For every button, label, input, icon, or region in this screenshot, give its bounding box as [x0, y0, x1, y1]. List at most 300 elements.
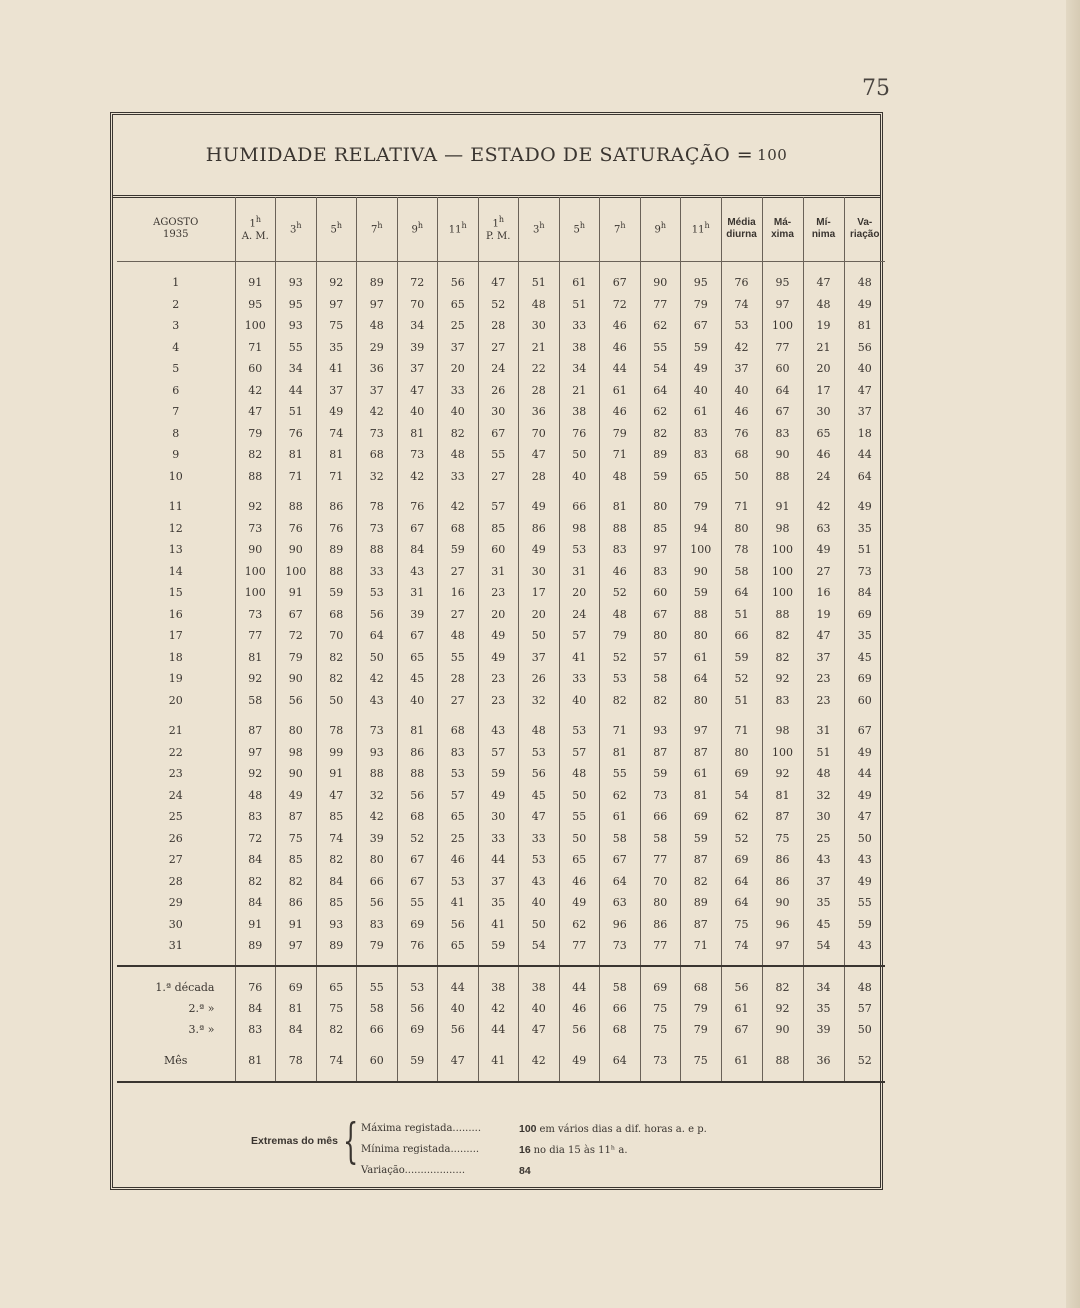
- value-cell: 45: [844, 647, 885, 669]
- value-cell: 52: [721, 668, 762, 690]
- value-cell: 74: [721, 294, 762, 316]
- value-cell: 93: [316, 914, 357, 936]
- value-cell: 79: [681, 1019, 722, 1040]
- value-cell: 81: [235, 1050, 276, 1071]
- value-cell: 62: [721, 806, 762, 828]
- value-cell: 85: [276, 849, 317, 871]
- value-cell: 53: [357, 582, 398, 604]
- value-cell: 97: [640, 539, 681, 561]
- value-cell: 56: [397, 785, 438, 807]
- value-cell: 86: [316, 496, 357, 518]
- value-cell: 64: [681, 668, 722, 690]
- value-cell: 55: [640, 337, 681, 359]
- row-label: 14: [168, 564, 183, 578]
- value-cell: 52: [600, 582, 641, 604]
- value-cell: 95: [681, 272, 722, 294]
- value-cell: 64: [721, 582, 762, 604]
- value-cell: 56: [357, 604, 398, 626]
- value-cell: 58: [600, 977, 641, 998]
- value-cell: 30: [803, 401, 844, 423]
- spacer-row: [117, 262, 885, 273]
- value-cell: 83: [438, 742, 479, 764]
- saturation-value: 100: [757, 146, 788, 164]
- value-cell: 83: [681, 423, 722, 445]
- value-cell: 31: [559, 561, 600, 583]
- value-cell: 36: [357, 358, 398, 380]
- row-label: 1.ª década: [155, 980, 215, 994]
- row-label: 2: [172, 297, 180, 311]
- value-cell: 58: [357, 998, 398, 1019]
- value-cell: 65: [438, 294, 479, 316]
- value-cell: 49: [844, 294, 885, 316]
- value-cell: 81: [316, 444, 357, 466]
- value-cell: 50: [559, 444, 600, 466]
- value-cell: 61: [681, 763, 722, 785]
- value-cell: 82: [762, 977, 803, 998]
- value-cell: 64: [762, 380, 803, 402]
- value-cell: 43: [844, 849, 885, 871]
- value-cell: 21: [519, 337, 560, 359]
- day-row: [117, 720, 885, 742]
- value-cell: 100: [762, 742, 803, 764]
- value-cell: 88: [600, 518, 641, 540]
- extreme-min-label: Mínima registada.........: [361, 1144, 480, 1155]
- value-cell: 73: [235, 518, 276, 540]
- value-cell: 25: [803, 828, 844, 850]
- value-cell: 31: [478, 561, 519, 583]
- value-cell: 95: [762, 272, 803, 294]
- value-cell: 69: [397, 1019, 438, 1040]
- value-cell: 90: [762, 892, 803, 914]
- value-cell: 27: [438, 690, 479, 712]
- value-cell: 36: [803, 1050, 844, 1071]
- decade-row: [117, 998, 885, 1019]
- value-cell: 34: [276, 358, 317, 380]
- month-row: [117, 1050, 885, 1071]
- value-cell: 34: [803, 977, 844, 998]
- value-cell: 71: [316, 466, 357, 488]
- value-cell: 90: [276, 668, 317, 690]
- value-cell: 48: [803, 294, 844, 316]
- value-cell: 82: [316, 668, 357, 690]
- value-cell: 56: [519, 763, 560, 785]
- value-cell: 69: [721, 849, 762, 871]
- extreme-var-label: Variação...................: [361, 1165, 466, 1176]
- value-cell: 81: [276, 444, 317, 466]
- value-cell: 48: [357, 315, 398, 337]
- value-cell: 50: [844, 828, 885, 850]
- value-cell: 69: [721, 763, 762, 785]
- value-cell: 80: [640, 892, 681, 914]
- row-label: 18: [168, 650, 183, 664]
- day-row: [117, 849, 885, 871]
- value-cell: 50: [316, 690, 357, 712]
- value-cell: 51: [519, 272, 560, 294]
- value-cell: 40: [519, 998, 560, 1019]
- value-cell: 70: [397, 294, 438, 316]
- value-cell: 67: [844, 720, 885, 742]
- extreme-min-note: no dia 15 às 11ʰ a.: [533, 1145, 628, 1156]
- value-cell: 92: [316, 272, 357, 294]
- value-cell: 76: [721, 272, 762, 294]
- value-cell: 71: [721, 720, 762, 742]
- value-cell: 38: [478, 977, 519, 998]
- value-cell: 65: [559, 849, 600, 871]
- value-cell: 23: [803, 690, 844, 712]
- value-cell: 75: [316, 998, 357, 1019]
- value-cell: 55: [559, 806, 600, 828]
- value-cell: 67: [397, 871, 438, 893]
- value-cell: 85: [478, 518, 519, 540]
- value-cell: 74: [316, 828, 357, 850]
- value-cell: 84: [276, 1019, 317, 1040]
- value-cell: 64: [640, 380, 681, 402]
- row-label: 28: [168, 874, 183, 888]
- value-cell: 43: [357, 690, 398, 712]
- value-cell: 24: [559, 604, 600, 626]
- value-cell: 40: [438, 998, 479, 1019]
- row-label: 25: [168, 810, 183, 824]
- value-cell: 22: [519, 358, 560, 380]
- value-cell: 86: [276, 892, 317, 914]
- table-title: HUMIDADE RELATIVA — ESTADO DE SATURAÇÃO =: [205, 144, 754, 166]
- value-cell: 59: [640, 763, 681, 785]
- value-cell: 47: [438, 1050, 479, 1071]
- spacer-row: [117, 487, 885, 496]
- value-cell: 68: [721, 444, 762, 466]
- value-cell: 67: [397, 849, 438, 871]
- value-cell: 73: [357, 423, 398, 445]
- value-cell: 59: [844, 914, 885, 936]
- month-label: AGOSTO: [153, 217, 199, 228]
- day-row: [117, 380, 885, 402]
- value-cell: 47: [316, 785, 357, 807]
- value-cell: 88: [316, 561, 357, 583]
- day-row: [117, 358, 885, 380]
- value-cell: 33: [559, 315, 600, 337]
- value-cell: 88: [357, 763, 398, 785]
- value-cell: 50: [844, 1019, 885, 1040]
- value-cell: 38: [559, 337, 600, 359]
- value-cell: 49: [844, 785, 885, 807]
- row-label: Mês: [164, 1053, 188, 1067]
- value-cell: 77: [235, 625, 276, 647]
- value-cell: 49: [478, 625, 519, 647]
- hour-header: 11$^h$: [681, 197, 722, 262]
- value-cell: 88: [762, 466, 803, 488]
- value-cell: 52: [478, 294, 519, 316]
- value-cell: 50: [357, 647, 398, 669]
- value-cell: 41: [316, 358, 357, 380]
- value-cell: 53: [519, 849, 560, 871]
- value-cell: 41: [478, 914, 519, 936]
- value-cell: 95: [276, 294, 317, 316]
- value-cell: 66: [357, 871, 398, 893]
- value-cell: 46: [559, 871, 600, 893]
- value-cell: 27: [803, 561, 844, 583]
- value-cell: 76: [316, 518, 357, 540]
- value-cell: 46: [438, 849, 479, 871]
- value-cell: 41: [478, 1050, 519, 1071]
- value-cell: 20: [803, 358, 844, 380]
- value-cell: 86: [762, 849, 803, 871]
- value-cell: 51: [559, 294, 600, 316]
- value-cell: 54: [640, 358, 681, 380]
- value-cell: 77: [559, 935, 600, 957]
- value-cell: 67: [721, 1019, 762, 1040]
- value-cell: 44: [559, 977, 600, 998]
- value-cell: 57: [559, 625, 600, 647]
- value-cell: 62: [600, 785, 641, 807]
- value-cell: 81: [397, 423, 438, 445]
- value-cell: 68: [438, 720, 479, 742]
- value-cell: 16: [438, 582, 479, 604]
- value-cell: 59: [438, 539, 479, 561]
- value-cell: 65: [316, 977, 357, 998]
- value-cell: 26: [519, 668, 560, 690]
- value-cell: 35: [844, 518, 885, 540]
- value-cell: 31: [803, 720, 844, 742]
- value-cell: 48: [803, 763, 844, 785]
- extreme-var-value: 84: [519, 1165, 531, 1177]
- value-cell: 40: [559, 466, 600, 488]
- value-cell: 88: [762, 1050, 803, 1071]
- value-cell: 16: [803, 582, 844, 604]
- value-cell: 59: [397, 1050, 438, 1071]
- value-cell: 88: [235, 466, 276, 488]
- value-cell: 81: [844, 315, 885, 337]
- value-cell: 52: [397, 828, 438, 850]
- value-cell: 49: [844, 742, 885, 764]
- day-row: [117, 668, 885, 690]
- row-label: 29: [168, 896, 183, 910]
- value-cell: 67: [681, 315, 722, 337]
- value-cell: 73: [397, 444, 438, 466]
- extreme-min-line: [361, 1144, 628, 1162]
- value-cell: 46: [600, 401, 641, 423]
- value-cell: 39: [397, 337, 438, 359]
- value-cell: 73: [235, 604, 276, 626]
- value-cell: 90: [762, 444, 803, 466]
- value-cell: 79: [600, 625, 641, 647]
- value-cell: 30: [519, 315, 560, 337]
- value-cell: 18: [844, 423, 885, 445]
- value-cell: 63: [803, 518, 844, 540]
- value-cell: 57: [438, 785, 479, 807]
- value-cell: 84: [844, 582, 885, 604]
- value-cell: 17: [803, 380, 844, 402]
- value-cell: 65: [438, 935, 479, 957]
- value-cell: 82: [316, 849, 357, 871]
- day-row: [117, 871, 885, 893]
- value-cell: 89: [235, 935, 276, 957]
- value-cell: 72: [235, 828, 276, 850]
- value-cell: 49: [478, 785, 519, 807]
- spacer-row: [117, 1071, 885, 1082]
- value-cell: 97: [762, 294, 803, 316]
- row-label: 26: [168, 831, 183, 845]
- value-cell: 40: [519, 892, 560, 914]
- value-cell: 42: [235, 380, 276, 402]
- day-row: [117, 828, 885, 850]
- value-cell: 64: [357, 625, 398, 647]
- value-cell: 61: [600, 380, 641, 402]
- value-cell: 45: [397, 668, 438, 690]
- value-cell: 83: [640, 561, 681, 583]
- value-cell: 88: [762, 604, 803, 626]
- value-cell: 67: [600, 849, 641, 871]
- value-cell: 41: [438, 892, 479, 914]
- value-cell: 90: [681, 561, 722, 583]
- header-row: [117, 197, 885, 262]
- value-cell: 59: [681, 828, 722, 850]
- hour-header: 9$^h$: [640, 197, 681, 262]
- value-cell: 75: [721, 914, 762, 936]
- year-label: 1935: [163, 229, 189, 240]
- value-cell: 60: [478, 539, 519, 561]
- value-cell: 79: [681, 998, 722, 1019]
- value-cell: 84: [235, 998, 276, 1019]
- spacer-row: [117, 957, 885, 966]
- value-cell: 42: [357, 401, 398, 423]
- value-cell: 66: [357, 1019, 398, 1040]
- value-cell: 79: [681, 294, 722, 316]
- value-cell: 83: [762, 690, 803, 712]
- value-cell: 43: [397, 561, 438, 583]
- row-label: 2.ª »: [188, 1001, 215, 1015]
- month-extremes: [117, 1105, 879, 1183]
- value-cell: 37: [357, 380, 398, 402]
- value-cell: 70: [519, 423, 560, 445]
- value-cell: 66: [559, 496, 600, 518]
- value-cell: 86: [640, 914, 681, 936]
- value-cell: 49: [559, 892, 600, 914]
- value-cell: 23: [478, 582, 519, 604]
- value-cell: 82: [600, 690, 641, 712]
- value-cell: 37: [721, 358, 762, 380]
- value-cell: 55: [397, 892, 438, 914]
- value-cell: 42: [803, 496, 844, 518]
- value-cell: 40: [559, 690, 600, 712]
- value-cell: 46: [721, 401, 762, 423]
- value-cell: 48: [600, 604, 641, 626]
- row-label: 1: [172, 276, 180, 290]
- extremes-label: Extremas do mês: [251, 1135, 338, 1147]
- value-cell: 71: [235, 337, 276, 359]
- value-cell: 53: [519, 742, 560, 764]
- value-cell: 63: [600, 892, 641, 914]
- value-cell: 80: [357, 849, 398, 871]
- row-label: 17: [168, 629, 183, 643]
- row-label: 12: [168, 521, 183, 535]
- value-cell: 98: [276, 742, 317, 764]
- value-cell: 97: [235, 742, 276, 764]
- value-cell: 59: [478, 763, 519, 785]
- value-cell: 60: [357, 1050, 398, 1071]
- value-cell: 29: [357, 337, 398, 359]
- value-cell: 23: [478, 668, 519, 690]
- value-cell: 48: [844, 272, 885, 294]
- value-cell: 91: [235, 914, 276, 936]
- value-cell: 82: [438, 423, 479, 445]
- value-cell: 100: [235, 582, 276, 604]
- value-cell: 85: [316, 806, 357, 828]
- value-cell: 67: [762, 401, 803, 423]
- value-cell: 68: [681, 977, 722, 998]
- value-cell: 82: [681, 871, 722, 893]
- value-cell: 48: [844, 977, 885, 998]
- row-label: 7: [172, 405, 180, 419]
- day-row: [117, 466, 885, 488]
- value-cell: 58: [640, 668, 681, 690]
- row-label: 13: [168, 543, 183, 557]
- value-cell: 76: [235, 977, 276, 998]
- value-cell: 86: [519, 518, 560, 540]
- value-cell: 23: [478, 690, 519, 712]
- value-cell: 47: [519, 444, 560, 466]
- value-cell: 66: [721, 625, 762, 647]
- value-cell: 48: [519, 294, 560, 316]
- row-label: 22: [168, 745, 183, 759]
- hour-header: 11$^h$: [438, 197, 479, 262]
- row-label: 20: [168, 693, 183, 707]
- value-cell: 89: [681, 892, 722, 914]
- value-cell: 68: [357, 444, 398, 466]
- value-cell: 88: [681, 604, 722, 626]
- value-cell: 39: [397, 604, 438, 626]
- value-cell: 92: [235, 668, 276, 690]
- value-cell: 44: [478, 1019, 519, 1040]
- value-cell: 50: [519, 625, 560, 647]
- value-cell: 67: [397, 518, 438, 540]
- value-cell: 56: [438, 1019, 479, 1040]
- value-cell: 80: [640, 496, 681, 518]
- value-cell: 76: [721, 423, 762, 445]
- value-cell: 85: [316, 892, 357, 914]
- day-row: [117, 294, 885, 316]
- value-cell: 33: [478, 828, 519, 850]
- value-cell: 35: [478, 892, 519, 914]
- value-cell: 52: [600, 647, 641, 669]
- value-cell: 65: [397, 647, 438, 669]
- value-cell: 97: [357, 294, 398, 316]
- value-cell: 61: [721, 1050, 762, 1071]
- value-cell: 72: [600, 294, 641, 316]
- value-cell: 37: [844, 401, 885, 423]
- value-cell: 59: [681, 582, 722, 604]
- value-cell: 50: [519, 914, 560, 936]
- value-cell: 81: [600, 742, 641, 764]
- value-cell: 68: [438, 518, 479, 540]
- value-cell: 30: [519, 561, 560, 583]
- value-cell: 64: [721, 892, 762, 914]
- value-cell: 87: [681, 742, 722, 764]
- value-cell: 71: [721, 496, 762, 518]
- value-cell: 27: [478, 466, 519, 488]
- stat-header-variation: Va- riação: [844, 197, 885, 262]
- row-label: 16: [168, 607, 183, 621]
- value-cell: 25: [438, 315, 479, 337]
- value-cell: 83: [235, 806, 276, 828]
- value-cell: 43: [803, 849, 844, 871]
- value-cell: 42: [519, 1050, 560, 1071]
- value-cell: 90: [276, 763, 317, 785]
- value-cell: 35: [316, 337, 357, 359]
- value-cell: 82: [276, 871, 317, 893]
- value-cell: 38: [559, 401, 600, 423]
- value-cell: 30: [478, 401, 519, 423]
- value-cell: 91: [316, 763, 357, 785]
